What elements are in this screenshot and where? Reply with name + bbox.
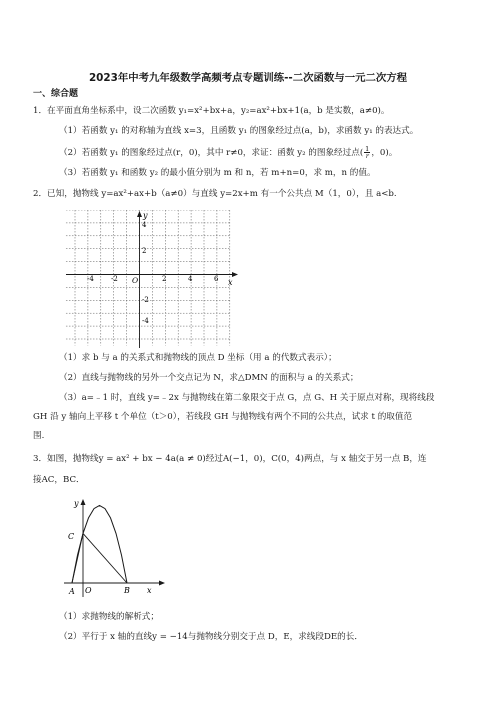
document-title: 2023年中考九年级数学高频考点专题训练--二次函数与一元二次方程 (88, 72, 408, 84)
grid-x-label: x (228, 278, 233, 287)
q1-part3: （3）若函数 y₁ 和函数 y₂ 的最小值分别为 m 和 n，若 m+n=0，求 m，n 的值。 (59, 168, 376, 178)
q1-stem: 1．在平面直角坐标系中，设二次函数 y₁=x²+bx+a，y₂=ax²+bx+1(a，b 是实数，a≠0)。 (33, 106, 390, 116)
grid-x-tick-label: 6 (214, 275, 219, 283)
q2-stem: 2．已知，抛物线 y=ax²+ax+b（a≠0）与直线 y=2x+m 有一个公共点 M（1，0），且 a<b. (33, 189, 397, 199)
q3-part1: （1）求抛物线的解析式； (59, 612, 159, 622)
grid-x-tick-label: 4 (188, 275, 193, 283)
grid-y-tick-label: -4 (142, 317, 149, 325)
grid-y-tick-label: 2 (142, 247, 147, 255)
q2-part3-line1: （3）a=﹣1 时，直线 y=﹣2x 与抛物线在第二象限交于点 G，点 G、H 关于原点对称，现将线段 (59, 393, 435, 403)
segment-cb (83, 533, 127, 583)
q1-part2-fraction (364, 146, 370, 159)
q3-y-label: y (74, 499, 79, 508)
q2-part3-line2: GH 沿 y 轴向上平移 t 个单位（t＞0），若线段 GH 与抛物线有两个不同的公共点，试求 t 的取值范 (33, 412, 413, 422)
point-b-label: B (124, 586, 130, 595)
point-c-label: C (68, 532, 75, 541)
q3-parabola-figure (62, 495, 166, 599)
q2-coordinate-grid (62, 210, 240, 350)
fraction-numerator: 1 (365, 145, 370, 153)
grid-origin-label: O (132, 276, 139, 285)
q3-x-axis (64, 581, 165, 586)
fraction-denominator: r (365, 152, 369, 160)
grid-y-tick-label: -2 (142, 296, 149, 304)
q1-part1: （1）若函数 y₁ 的对称轴为直线 x=3，且函数 y₁ 的图象经过点(a，b)，求函数 y₁ 的表达式。 (59, 126, 419, 136)
grid-y-label: y (143, 211, 148, 220)
q3-part2: （2）平行于 x 轴的直线y = −14与抛物线分别交于点 D，E，求线段DE的长． (59, 632, 363, 642)
q3-y-axis (81, 499, 86, 597)
section-heading: 一、综合题 (33, 89, 79, 99)
grid-y-tick-label: 4 (142, 221, 147, 229)
grid-x-tick-label: -4 (87, 275, 94, 283)
q2-part1: （1）求 b 与 a 的关系式和抛物线的顶点 D 坐标（用 a 的代数式表示）； (59, 353, 337, 363)
q2-part3-line3: 围. (33, 431, 45, 441)
point-a-label: A (69, 587, 75, 596)
q3-stem-line2: 接AC，BC． (33, 475, 85, 485)
point-o-label: O (85, 586, 92, 595)
q1-part2-text-end: ，0)。 (371, 148, 398, 158)
grid-x-tick-label: -2 (111, 275, 118, 283)
q1-part2-text: （2）若函数 y₁ 的图象经过点(r，0)，其中 r≠0，求证：函数 y₂ 的图象经过点( (59, 148, 364, 158)
q3-x-label: x (147, 586, 152, 595)
q3-stem-line1: 3．如图，抛物线y = ax² + bx − 4a(a ≠ 0)经过A(−1，0)，C(0，4)两点，与 x 轴交于另一点 B，连 (33, 454, 427, 464)
grid-x-tick-label: 2 (162, 275, 167, 283)
q1-part2 (59, 146, 397, 159)
q2-part2: （2）直线与抛物线的另外一个交点记为 N，求△DMN 的面积与 a 的关系式； (59, 373, 359, 383)
